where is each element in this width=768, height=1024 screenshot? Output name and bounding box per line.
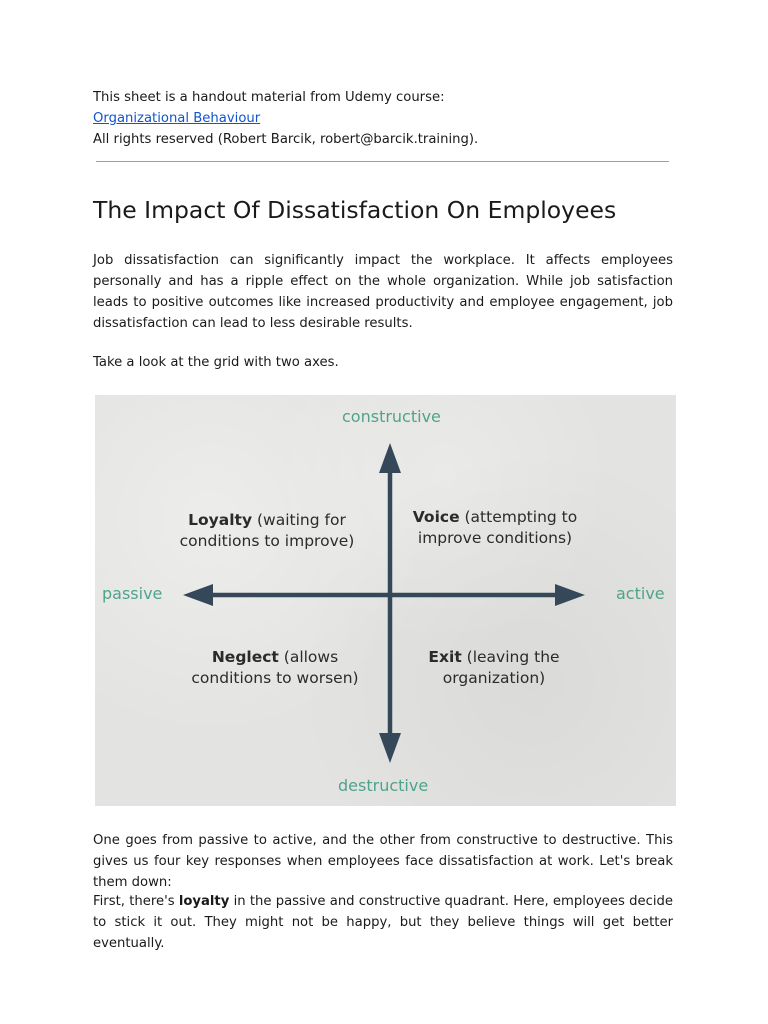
grid-intro-paragraph: Take a look at the grid with two axes. — [93, 355, 339, 370]
response-grid-figure — [95, 395, 676, 806]
axis-label-active: active — [616, 584, 665, 603]
course-link[interactable]: Organizational Behaviour — [93, 111, 261, 126]
quadrant-voice: Voice (attempting to improve conditions) — [412, 508, 578, 547]
quadrant-term: Loyalty — [188, 511, 253, 529]
axis-label-destructive: destructive — [338, 776, 429, 795]
header-intro: This sheet is a handout material from Udemy course: — [93, 90, 445, 105]
grid-axes — [95, 395, 676, 806]
quadrant-term: Exit — [428, 648, 462, 666]
quadrant-loyalty: Loyalty (waiting for conditions to improve) — [179, 511, 355, 550]
axes-explanation-paragraph: One goes from passive to active, and the other from constructive to destructive. This gives us four key responses when employees face dissatisfaction at work. Let's break them down: — [93, 833, 673, 890]
handout-header — [93, 87, 673, 150]
axis-label-passive: passive — [102, 584, 163, 603]
intro-paragraph: Job dissatisfaction can significantly impact the workplace. It affects employees personally and has a ripple effect on the whole organization. While job satisfaction leads to positive outcomes like increased productivity and employee engagement, job dissatisfaction can lead to less desirable results. — [93, 253, 673, 331]
header-rights: All rights reserved (Robert Barcik, robert@barcik.training). — [93, 132, 479, 147]
axis-label-constructive: constructive — [342, 407, 441, 426]
arrow-up-icon — [379, 443, 401, 473]
quadrant-neglect: Neglect (allows conditions to worsen) — [191, 648, 359, 687]
arrow-down-icon — [379, 733, 401, 763]
header-divider — [96, 161, 669, 162]
arrow-right-icon — [555, 584, 585, 606]
loyalty-paragraph: First, there's loyalty in the passive and constructive quadrant. Here, employees decide to stick it out. They might not be happy, but they believe things will get better eventually. — [93, 894, 673, 951]
arrow-left-icon — [183, 584, 213, 606]
page-title: The Impact Of Dissatisfaction On Employees — [93, 196, 617, 224]
quadrant-term: Neglect — [211, 648, 279, 666]
quadrant-term: Voice — [412, 508, 460, 526]
quadrant-exit: Exit (leaving the organization) — [428, 648, 560, 687]
loyalty-term: loyalty — [178, 894, 230, 909]
